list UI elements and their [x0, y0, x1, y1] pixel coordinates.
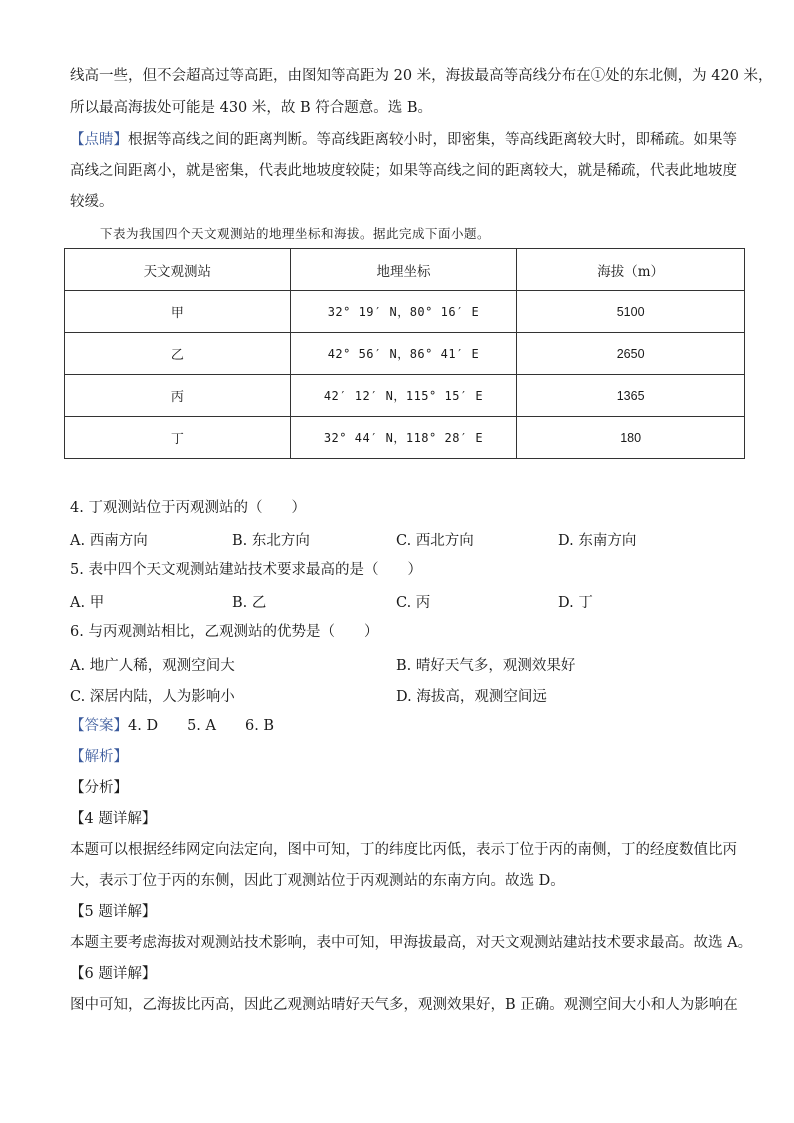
- table-row: [65, 417, 745, 459]
- table-row: [65, 333, 745, 375]
- q5-option-a: A. 甲: [70, 595, 105, 611]
- station-altitude: 5100: [517, 291, 745, 333]
- answer-text: 4. D 5. A 6. B: [128, 718, 275, 734]
- station-name: 丙: [65, 375, 291, 417]
- d4-heading: 【4 题详解】: [70, 811, 157, 827]
- d6-line-1: 图中可知，乙海拔比丙高，因此乙观测站晴好天气多，观测效果好，B 正确。观测空间大小和人为影响在: [70, 997, 738, 1013]
- q5-stem: 5. 表中四个天文观测站建站技术要求最高的是（ ）: [70, 562, 422, 578]
- dianjing-line-1: [70, 130, 737, 150]
- q5-option-c: C. 丙: [396, 595, 431, 611]
- q5-option-b: B. 乙: [232, 595, 267, 611]
- header-station: 天文观测站: [65, 249, 291, 291]
- d4-line-2: 大，表示丁位于丙的东侧，因此丁观测站位于丙观测站的东南方向。故选 D。: [70, 873, 565, 889]
- q6-option-b: B. 晴好天气多，观测效果好: [396, 658, 576, 674]
- q4-stem: 4. 丁观测站位于丙观测站的（ ）: [70, 500, 306, 516]
- d5-heading: 【5 题详解】: [70, 904, 157, 920]
- intro-line-1: 线高一些，但不会超高过等高距，由图知等高距为 20 米，海拔最高等高线分布在①处的东北侧，为 420 米，: [70, 68, 773, 84]
- observatory-table: [64, 248, 745, 459]
- station-altitude: 2650: [517, 333, 745, 375]
- jiexi-heading: 【解析】: [70, 749, 128, 765]
- q4-option-c: C. 西北方向: [396, 533, 474, 549]
- d6-heading: 【6 题详解】: [70, 966, 157, 982]
- q6-stem: 6. 与丙观测站相比，乙观测站的优势是（ ）: [70, 624, 379, 640]
- station-coord: 42° 56′ N，86° 41′ E: [290, 333, 517, 375]
- station-coord: 32° 44′ N，118° 28′ E: [290, 417, 517, 459]
- fenxi-heading: 【分析】: [70, 780, 128, 796]
- header-coord: 地理坐标: [290, 249, 517, 291]
- d5-line-1: 本题主要考虑海拔对观测站技术影响，表中可知，甲海拔最高，对天文观测站建站技术要求最高。故选 A。: [70, 935, 753, 951]
- dianjing-line-3: 较缓。: [70, 194, 114, 210]
- station-name: 丁: [65, 417, 291, 459]
- q6-option-a: A. 地广人稀，观测空间大: [70, 658, 235, 674]
- answer-tag: 【答案】: [70, 718, 128, 734]
- station-name: 甲: [65, 291, 291, 333]
- q4-option-d: D. 东南方向: [558, 533, 637, 549]
- q4-option-b: B. 东北方向: [232, 533, 310, 549]
- table-header-row: [65, 249, 745, 291]
- intro-line-2: 所以最高海拔处可能是 430 米，故 B 符合题意。选 B。: [70, 100, 433, 116]
- table-row: [65, 291, 745, 333]
- station-altitude: 180: [517, 417, 745, 459]
- dianjing-tag: 【点睛】: [70, 132, 128, 148]
- q6-option-c: C. 深居内陆，人为影响小: [70, 689, 235, 705]
- station-name: 乙: [65, 333, 291, 375]
- station-altitude: 1365: [517, 375, 745, 417]
- station-coord: 42′ 12′ N，115° 15′ E: [290, 375, 517, 417]
- table-intro: 下表为我国四个天文观测站的地理坐标和海拔。据此完成下面小题。: [100, 226, 491, 241]
- dianjing-text-1: 根据等高线之间的距离判断。等高线距离较小时，即密集，等高线距离较大时，即稀疏。如果等: [128, 132, 737, 148]
- q4-option-a: A. 西南方向: [70, 533, 148, 549]
- table-row: [65, 375, 745, 417]
- station-coord: 32° 19′ N，80° 16′ E: [290, 291, 517, 333]
- header-altitude: 海拔（m）: [517, 249, 745, 291]
- dianjing-line-2: 高线之间距离小，就是密集，代表此地坡度较陡；如果等高线之间的距离较大，就是稀疏，代表此地坡度: [70, 163, 737, 179]
- q5-option-d: D. 丁: [558, 595, 593, 611]
- d4-line-1: 本题可以根据经纬网定向法定向，图中可知，丁的纬度比丙低，表示丁位于丙的南侧，丁的经度数值比丙: [70, 842, 737, 858]
- answer-line: [70, 716, 730, 736]
- q6-option-d: D. 海拔高，观测空间远: [396, 689, 547, 705]
